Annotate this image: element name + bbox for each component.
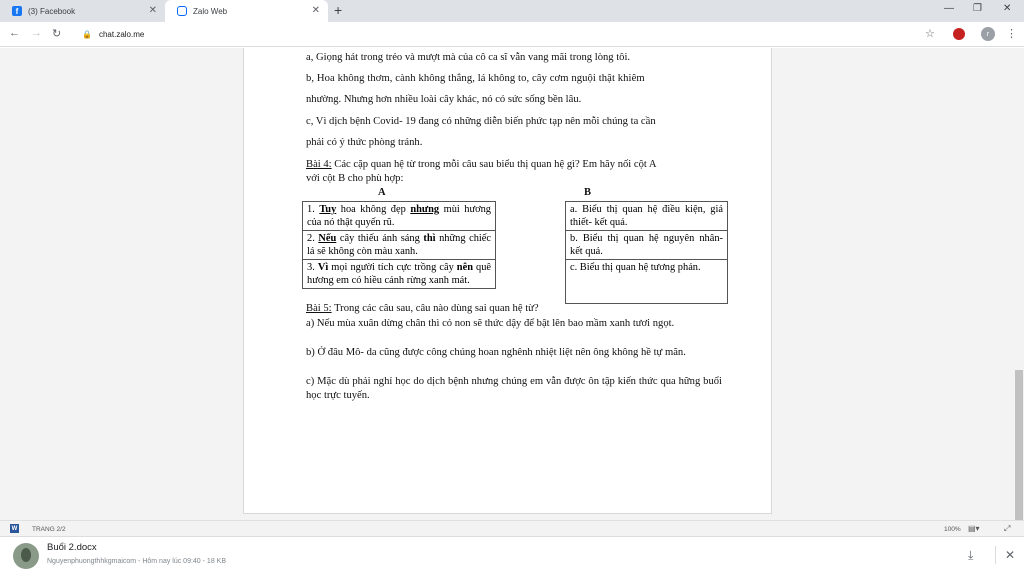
page-indicator: TRANG 2/2 [32, 526, 66, 533]
bai5-label: Bài 5: [306, 303, 332, 314]
table-cell: 2. Nếu cây thiếu ánh sáng thì những chiếc lá sẽ không còn màu xanh. [303, 231, 496, 260]
doc-line: a, Giọng hát trong trẻo và mượt mà của cô ca sĩ vẫn vang mãi trong lòng tôi. [306, 52, 631, 63]
document-page [243, 48, 772, 514]
new-tab-button[interactable]: + [334, 2, 343, 18]
back-button[interactable]: ← [9, 27, 20, 39]
table-cell: b. Biểu thị quan hệ nguyên nhân- kết quả. [566, 231, 728, 260]
forward-button[interactable]: → [31, 27, 42, 39]
address-bar[interactable] [76, 25, 948, 44]
table-cell: c. Biểu thị quan hệ tương phản. [566, 260, 728, 304]
close-tab-icon[interactable]: ✕ [148, 5, 157, 16]
table-row [303, 231, 496, 260]
bookmark-star-icon[interactable]: ☆ [925, 28, 935, 40]
column-b-table [565, 201, 728, 304]
expand-icon[interactable]: ⤢ [1004, 524, 1011, 533]
close-shelf-icon[interactable]: ✕ [1005, 548, 1016, 562]
facebook-icon: f [12, 6, 22, 16]
table-row [303, 260, 496, 289]
bai4-label: Bài 4: [306, 159, 332, 170]
bai4-heading [306, 159, 657, 170]
table-cell: a. Biểu thị quan hệ điều kiện, giả thiết- kết quả. [566, 202, 728, 231]
doc-line: phải có ý thức phòng tránh. [306, 137, 423, 148]
tab-facebook[interactable] [0, 0, 165, 22]
bai5-text: Trong các câu sau, câu nào dùng sai quan hệ từ? [331, 303, 539, 314]
url-text: chat.zalo.me [98, 30, 145, 39]
doc-line: nhường. Nhưng hơn nhiều loài cây khác, nó có sức sống bền lâu. [306, 94, 582, 105]
column-a-header: A [378, 187, 386, 198]
maximize-button[interactable]: ❐ [973, 3, 982, 14]
download-shelf [0, 536, 1024, 576]
bai4-text2: với cột B cho phù hợp: [306, 173, 404, 184]
bai5-item: a) Nếu mùa xuân dừng chân thì cỏ non sẽ thức dậy để bật lên bao mầm xanh tươi ngọt. [306, 318, 675, 329]
tab-title: (3) Facebook [28, 6, 76, 16]
doc-line: b, Hoa không thơm, cành không thẳng, lá không to, cây cơm nguội thật khiêm [306, 73, 645, 84]
bai5-item: c) Mặc dù phải nghỉ học do dịch bệnh nhưng chúng em vẫn được ôn tập kiến thức qua hững buổi học trực tuyến. [306, 376, 722, 401]
table-row [566, 260, 728, 304]
shelf-divider [995, 546, 996, 564]
tab-zalo[interactable] [165, 0, 328, 22]
document-viewer [0, 48, 1024, 520]
column-b-header: B [584, 187, 592, 198]
tab-title: Zalo Web [193, 6, 228, 16]
scrollbar-thumb[interactable] [1015, 370, 1023, 520]
table-row [566, 231, 728, 260]
bai4-text: Các cặp quan hệ từ trong mỗi câu sau biểu thị quan hệ gì? Em hãy nối cột A [331, 159, 657, 170]
tab-strip [0, 0, 1024, 22]
window-close-button[interactable]: ✕ [1003, 3, 1012, 14]
zoom-level[interactable]: 100% [944, 526, 961, 533]
doc-line: c, Vì dịch bệnh Covid- 19 đang có những diễn biến phức tạp nên mỗi chúng ta cần [306, 116, 656, 127]
table-cell: 3. Vì mọi người tích cực trồng cây nên quê hương em có hiều cánh rừng xanh mát. [303, 260, 496, 289]
reload-button[interactable]: ↻ [52, 28, 62, 40]
download-filename[interactable]: Buổi 2.docx [47, 542, 97, 553]
table-row [303, 202, 496, 231]
table-cell: 1. Tuy hoa không đẹp nhưng mùi hương của nó thật quyến rũ. [303, 202, 496, 231]
extension-icon[interactable] [953, 28, 965, 40]
word-icon: W [11, 525, 18, 532]
download-icon[interactable]: ⤓ [968, 548, 974, 562]
bai5-item: b) Ở đâu Mô- da cũng được công chúng hoan nghênh nhiệt liệt nên ông không hề tự mãn. [306, 347, 686, 358]
profile-avatar[interactable]: r [981, 27, 995, 41]
minimize-button[interactable]: — [944, 3, 954, 14]
view-mode-icon[interactable]: ▤▾ [968, 524, 980, 533]
status-bar [0, 520, 1024, 536]
browser-toolbar [0, 22, 1024, 47]
column-a-table [302, 201, 496, 289]
download-meta: Nguyenphuongthhkgmaicom - Hôm nay lúc 09:40 - 18 KB [47, 558, 226, 565]
menu-icon[interactable]: ⋮ [1006, 28, 1017, 40]
zalo-icon [177, 6, 187, 16]
lock-icon: 🔒 [82, 30, 92, 39]
close-tab-icon[interactable]: ✕ [311, 5, 320, 16]
bai5-heading [306, 303, 539, 314]
download-file-thumbnail [13, 543, 39, 569]
table-row [566, 202, 728, 231]
